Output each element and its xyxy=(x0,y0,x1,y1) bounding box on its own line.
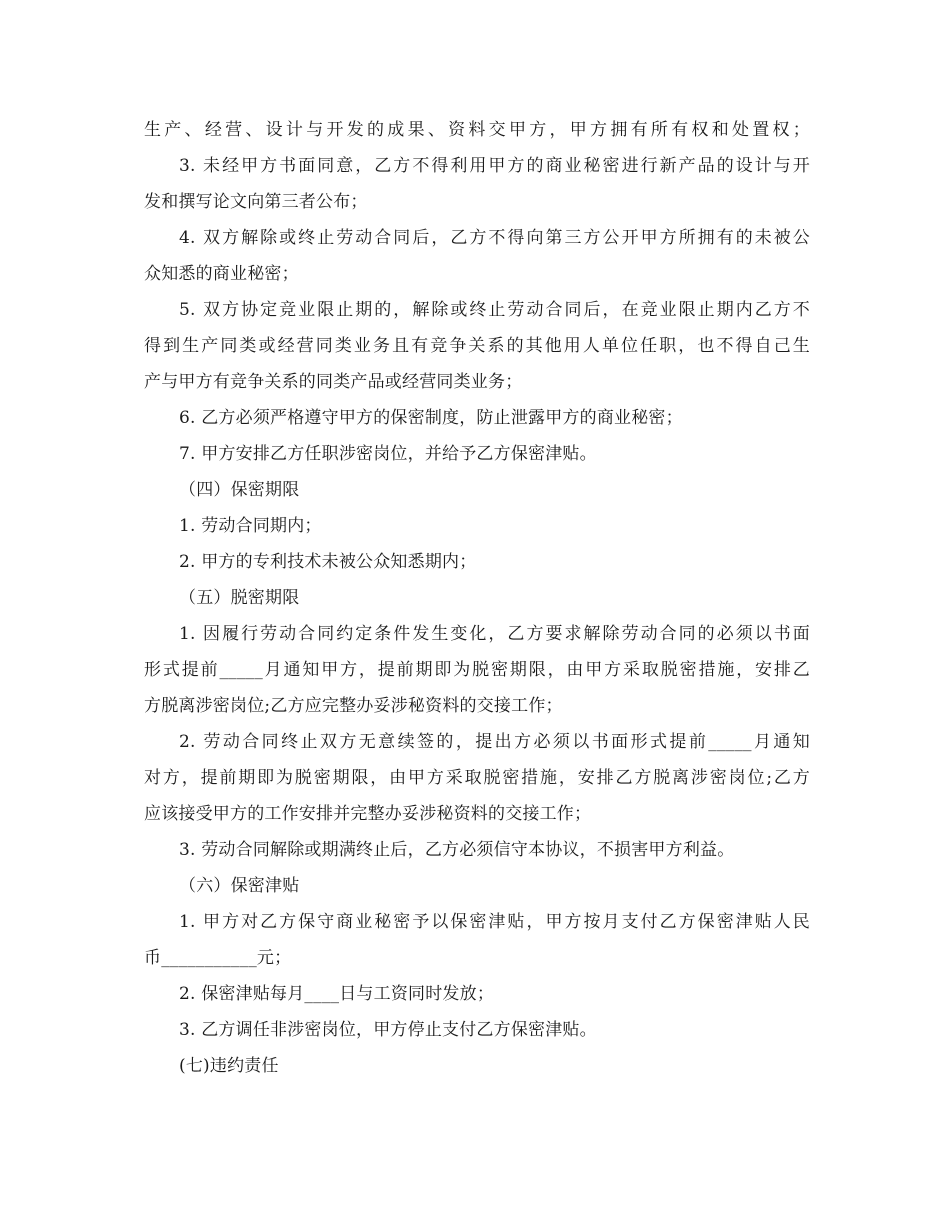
section-heading-allowance: （六）保密津贴 xyxy=(179,876,300,896)
clause-7: 7. 甲方安排乙方任职涉密岗位，并给予乙方保密津贴。 xyxy=(179,444,597,464)
period-item-2: 2. 甲方的专利技术未被公众知悉期内； xyxy=(179,552,477,572)
declass-item-3: 3. 劳动合同解除或期满终止后，乙方必须信守本协议，不损害甲方利益。 xyxy=(179,840,735,860)
allowance-item-3: 3. 乙方调任非涉密岗位，甲方停止支付乙方保密津贴。 xyxy=(179,1020,597,1040)
allowance-item-1: 1. 甲方对乙方保守商业秘密予以保密津贴，甲方按月支付乙方保密津贴人民 xyxy=(179,912,810,932)
section-heading-liability: (七)违约责任 xyxy=(179,1056,279,1076)
text-line: 对方，提前期即为脱密期限，由甲方采取脱密措施，安排乙方脱离涉密岗位;乙方 xyxy=(144,768,810,788)
clause-4: 4. 双方解除或终止劳动合同后，乙方不得向第三方公开甲方所拥有的未被公 xyxy=(179,228,810,248)
text-line: 发和撰写论文向第三者公布； xyxy=(144,192,368,212)
allowance-item-2: 2. 保密津贴每月____日与工资同时发放； xyxy=(179,984,495,1004)
period-item-1: 1. 劳动合同期内； xyxy=(179,516,322,536)
text-line: 众知悉的商业秘密； xyxy=(144,264,299,284)
text-line: 应该接受甲方的工作安排并完整办妥涉秘资料的交接工作； xyxy=(144,804,592,824)
clause-5: 5. 双方协定竞业限止期的，解除或终止劳动合同后，在竞业限止期内乙方不 xyxy=(179,300,810,320)
clause-6: 6. 乙方必须严格遵守甲方的保密制度，防止泄露甲方的商业秘密； xyxy=(179,408,683,428)
text-line: 生产、经营、设计与开发的成果、资料交甲方，甲方拥有所有权和处置权； xyxy=(144,120,810,140)
text-line: 得到生产同类或经营同类业务且有竞争关系的其他用人单位任职，也不得自己生 xyxy=(144,336,810,356)
document-body xyxy=(144,112,810,1084)
clause-3: 3. 未经甲方书面同意，乙方不得利用甲方的商业秘密进行新产品的设计与开 xyxy=(179,156,810,176)
text-line: 方脱离涉密岗位;乙方应完整办妥涉秘资料的交接工作； xyxy=(144,696,563,716)
section-heading-confidentiality-period: （四）保密期限 xyxy=(179,480,300,500)
declass-item-2: 2. 劳动合同终止双方无意续签的，提出方必须以书面形式提前_____月通知 xyxy=(179,732,810,752)
declass-item-1: 1. 因履行劳动合同约定条件发生变化，乙方要求解除劳动合同的必须以书面 xyxy=(179,624,810,644)
text-line: 形式提前_____月通知甲方，提前期即为脱密期限，由甲方采取脱密措施，安排乙 xyxy=(144,660,810,680)
section-heading-declassification-period: （五）脱密期限 xyxy=(179,588,300,608)
text-line: 产与甲方有竞争关系的同类产品或经营同类业务； xyxy=(144,372,523,392)
text-line: 币___________元； xyxy=(144,948,292,968)
